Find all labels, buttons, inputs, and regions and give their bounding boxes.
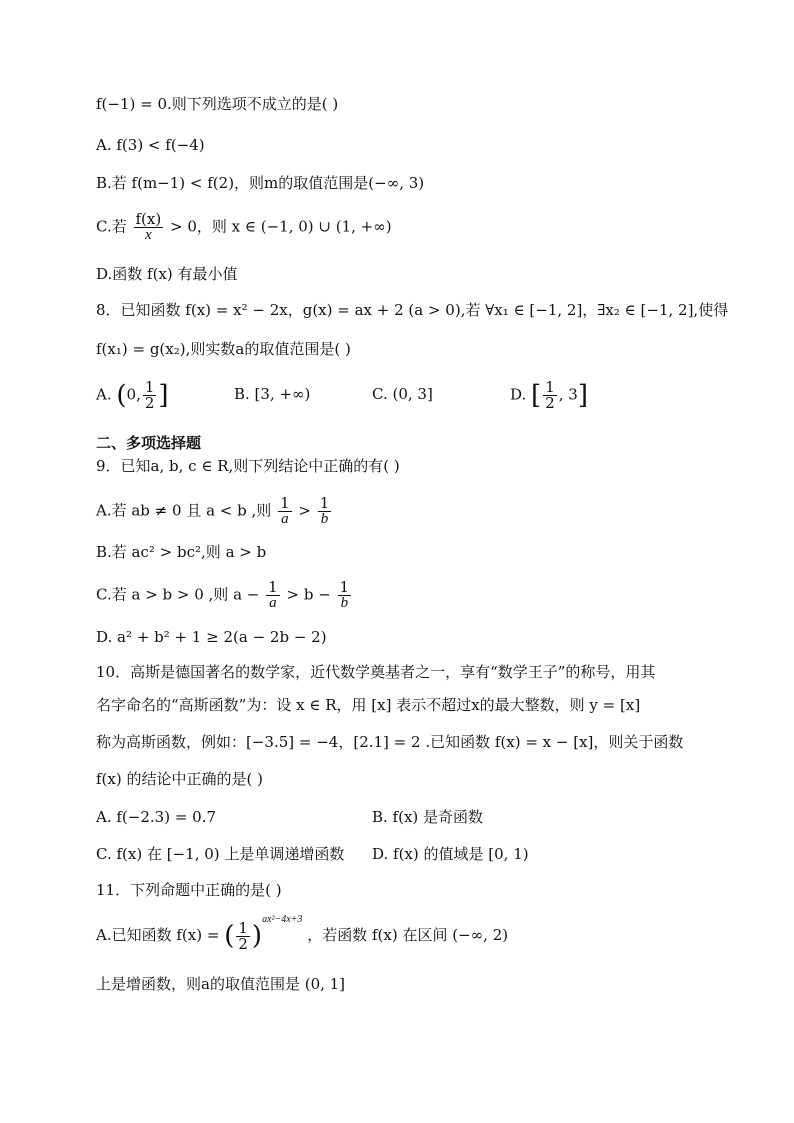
q7-option-b: B.若 f(m−1) < f(2)，则m的取值范围是(−∞, 3) (96, 174, 425, 192)
q11-option-a-base-denominator: 2 (238, 934, 248, 953)
q9-option-c-relation: > b − (286, 585, 331, 604)
q9-option-c-prefix: C.若 a > b > 0 ,则 a − (96, 585, 260, 604)
q10-option-a: A. f(−2.3) = 0.7 (96, 808, 217, 826)
q8-option-a-numerator: 1 (144, 378, 155, 396)
q8-option-a-denominator: 2 (144, 394, 155, 412)
q8-option-d-left-bracket: [ (531, 380, 542, 411)
q7-option-c-fraction (134, 212, 164, 243)
q11-option-a (96, 914, 509, 953)
q9-option-c-fraction-1 (266, 580, 280, 611)
q9-option-c-fraction-2 (338, 580, 352, 611)
q9-option-d: D. a² + b² + 1 ≥ 2(a − 2b − 2) (96, 628, 327, 646)
q8-stem-line2: f(x₁) = g(x₂),则实数a的取值范围是( ) (96, 340, 351, 358)
q9-option-c-denominator-1: a (269, 595, 277, 611)
q8-option-d-denominator: 2 (545, 394, 555, 412)
q11-stem: 11．下列命题中正确的是( ) (96, 881, 282, 899)
q7-option-c-numerator: f(x) (135, 210, 162, 228)
q8-option-c: C. (0, 3] (372, 385, 433, 403)
q7-option-c-denominator: x (145, 227, 152, 243)
q8-option-d-upper: , 3 (558, 385, 578, 404)
q7-option-c (96, 212, 392, 243)
q8-option-a-right-bracket: ] (158, 380, 169, 411)
q9-option-a-fraction-2 (318, 496, 332, 527)
q10-stem-line3: 称为高斯函数，例如：[−3.5] = −4，[2.1] = 2 .已知函数 f(x) = x − [x]，则关于函数 (96, 733, 684, 751)
q7-option-d: D.函数 f(x) 有最小值 (96, 265, 238, 283)
q8-option-d-right-bracket: ] (577, 380, 588, 411)
q8-option-a-left-bracket: ( (116, 380, 127, 411)
q9-option-c-numerator-2: 1 (339, 578, 350, 596)
q9-option-b: B.若 ac² > bc²,则 a > b (96, 543, 267, 561)
q9-option-a-fraction-1 (278, 496, 292, 527)
q8-option-d (510, 380, 588, 411)
q9-option-a-relation: > (298, 501, 311, 520)
q10-option-c: C. f(x) 在 [−1, 0) 上是单调递增函数 (96, 845, 345, 863)
q9-option-c-numerator-1: 1 (268, 578, 278, 596)
q7-option-a: A. f(3) < f(−4) (96, 136, 205, 154)
q11-option-a-exponent: ax²−4x+3 (262, 914, 303, 925)
q8-option-a (96, 380, 169, 411)
q8-option-a-label: A. (96, 385, 112, 404)
q8-option-a-lower: 0, (126, 385, 141, 404)
q8-option-a-fraction (143, 380, 157, 411)
q10-option-b: B. f(x) 是奇函数 (372, 808, 484, 826)
q9-stem: 9．已知a, b, c ∈ R,则下列结论中正确的有( ) (96, 457, 400, 475)
q7-stem: f(−1) = 0.则下列选项不成立的是( ) (96, 95, 339, 113)
q11-option-a-prefix: A.已知函数 f(x) = (96, 926, 220, 944)
q11-option-a-left-paren: ( (224, 921, 235, 951)
q9-option-c (96, 580, 353, 611)
q9-option-a-numerator-1: 1 (280, 494, 290, 512)
q9-option-a (96, 496, 333, 527)
q9-option-a-prefix: A.若 ab ≠ 0 且 a < b ,则 (96, 501, 272, 520)
q10-stem-line4: f(x) 的结论中正确的是( ) (96, 770, 263, 788)
q11-option-a-base-fraction (236, 918, 250, 953)
q11-option-a-base-numerator: 1 (238, 918, 248, 937)
q9-option-a-denominator-2: b (320, 511, 329, 527)
q8-option-d-label: D. (510, 385, 527, 404)
q10-stem-line2: 名字命名的“高斯函数”为：设 x ∈ R，用 [x] 表示不超过x的最大整数，则 y = [x] (96, 696, 641, 714)
q8-stem-line1: 8．已知函数 f(x) = x² − 2x，g(x) = ax + 2 (a > 0),若 ∀x₁ ∈ [−1, 2]，∃x₂ ∈ [−1, 2],使得 (96, 301, 729, 319)
section-heading-multiple-choice: 二、多项选择题 (96, 434, 202, 452)
q7-option-c-prefix: C.若 (96, 217, 127, 236)
q10-stem-line1: 10．高斯是德国著名的数学家，近代数学奠基者之一，享有“数学王子”的称号，用其 (96, 663, 656, 681)
q9-option-a-denominator-1: a (281, 511, 289, 527)
q11-option-a-line2: 上是增函数，则a的取值范围是 (0, 1] (96, 975, 346, 993)
q8-option-d-fraction (543, 380, 557, 411)
q9-option-a-numerator-2: 1 (319, 494, 330, 512)
q7-option-c-suffix: > 0，则 x ∈ (−1, 0) ∪ (1, +∞) (170, 217, 392, 236)
q10-option-d: D. f(x) 的值域是 [0, 1) (372, 845, 529, 863)
q9-option-c-denominator-2: b (340, 595, 349, 611)
q11-option-a-suffix: ，若函数 f(x) 在区间 (−∞, 2) (307, 926, 509, 944)
q11-option-a-right-paren: ) (251, 921, 263, 951)
q8-option-b: B. [3, +∞) (234, 385, 311, 403)
q8-option-d-numerator: 1 (545, 378, 555, 396)
